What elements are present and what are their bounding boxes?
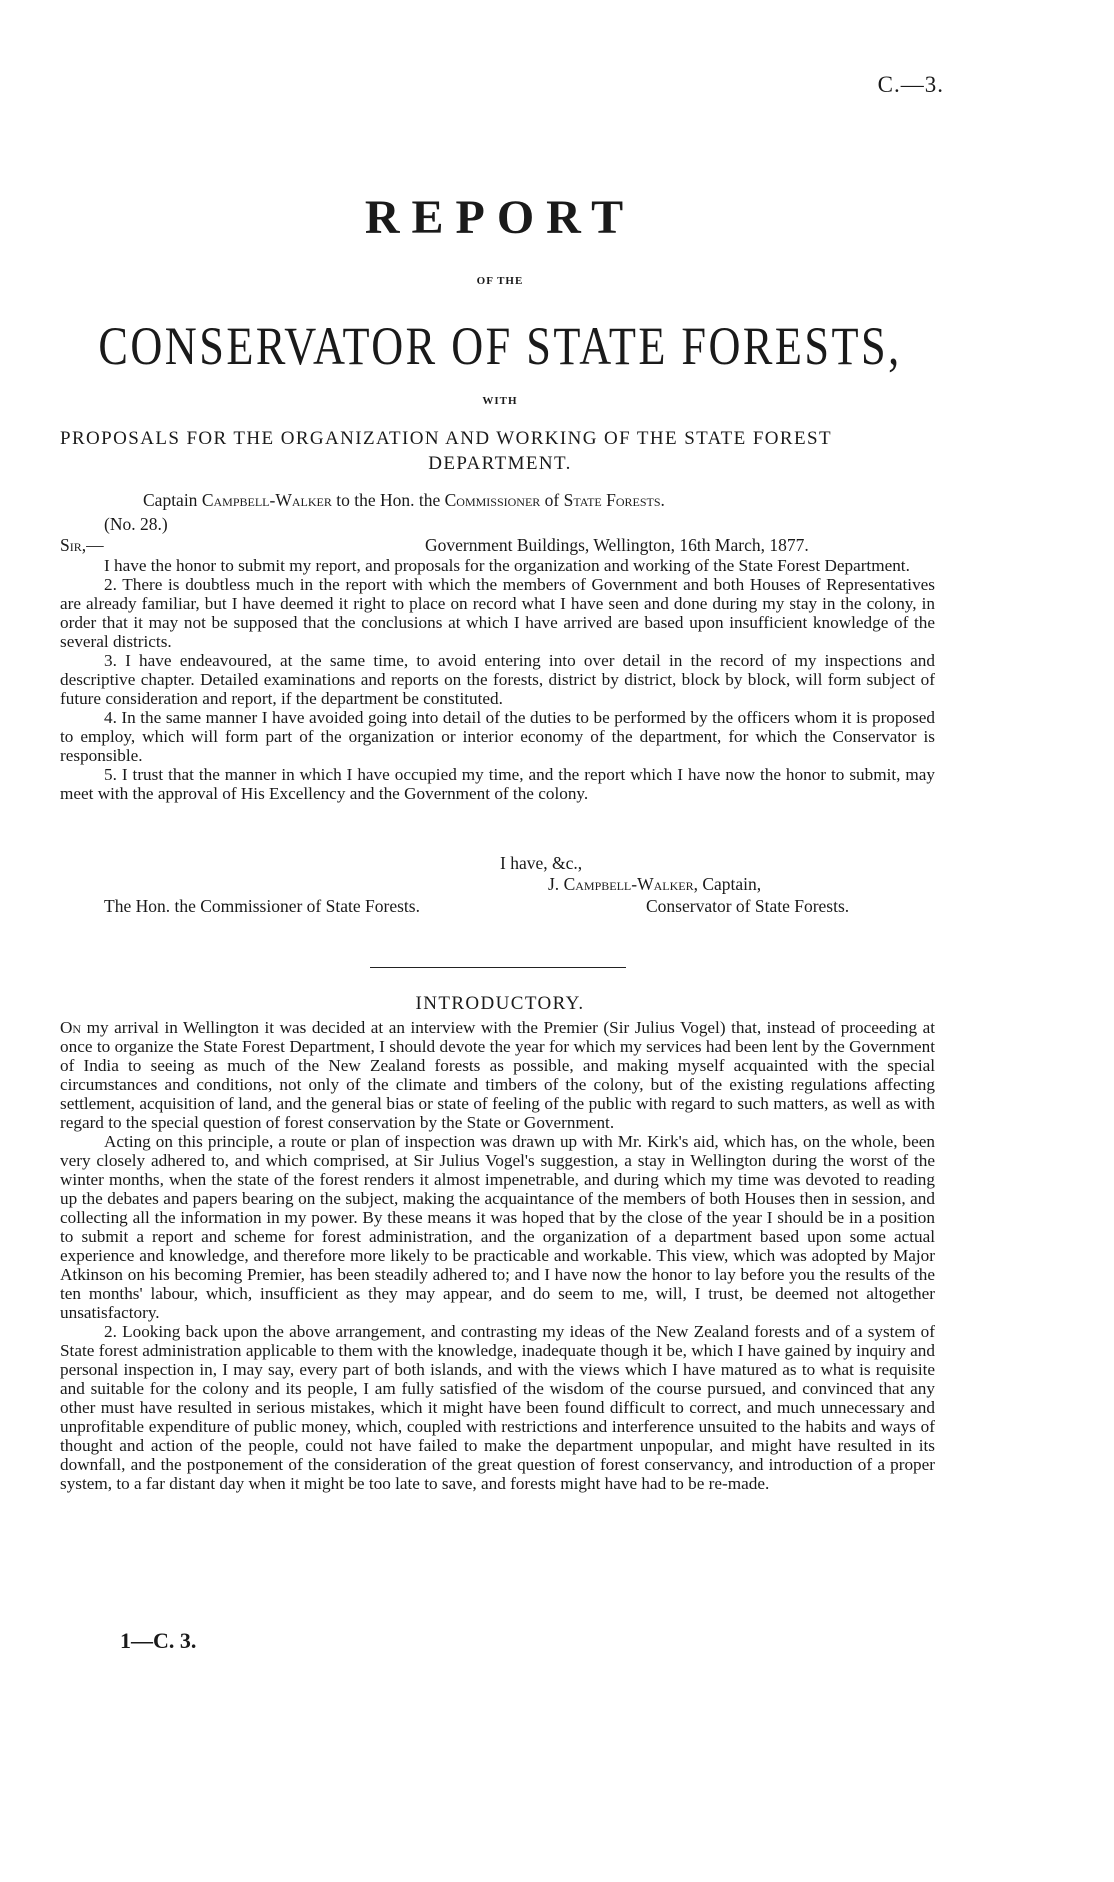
intro-paragraph: Acting on this principle, a route or plan of inspection was drawn up with Mr. Kirk's aid, which has, on the whole, been very closely adhered to, and which comprised, at Sir Julius Vogel's suggestion, a stay in Wellington during the worst of the winter months, when the state of the forest renders it almost impenetrable, and during which my time was devoted to reading up the debates and papers bearing on the subject, making the acquaintance of the members of both Houses then in session, and collecting all the information in my power. By these means it was hoped that by the close of the year I should be in a position to submit a report and scheme for forest administration, and the organization of a department based upon some actual experience and knowledge, and therefore more likely to be practicable and workable. This view, which was adopted by Major Atkinson on his becoming Premier, has been steadily adhered to; and I have now the honor to lay before you the results of the ten months' labour, which, insufficient as they may appear, and do seem to me, will, I trust, be deemed not altogether unsatisfactory. xyxy=(60,1132,935,1322)
signer-initial: J. xyxy=(548,874,564,894)
letter-dateline: Government Buildings, Wellington, 16th March, 1877. xyxy=(425,535,809,555)
letterhead-pre: Captain xyxy=(143,490,202,510)
conservator-title: CONSERVATOR OF STATE FORESTS, xyxy=(98,316,902,376)
signer-title: Conservator of State Forests. xyxy=(646,896,850,916)
letter-closing: I have, &c., xyxy=(500,853,583,873)
letter-paragraph: 3. I have endeavoured, at the same time, to avoid entering into over detail in the record of my inspections and descriptive chapter. Detailed examinations and reports on the forests, district by district, block by block, will form subject of future consideration and report, if the department be constituted. xyxy=(60,651,935,708)
letter-body xyxy=(60,556,935,803)
letterhead-end: . xyxy=(660,490,665,510)
intro-paragraph: 2. Looking back upon the above arrangement, and contrasting my ideas of the New Zealand forests and of a system of State forest administration applicable to them with the knowledge, inadequate though it be, which I have gained by inquiry and personal inspection in, I may say, every part of both islands, and with the views which I have matured as to what is requisite and suitable for the colony and its people, I am fully satisfied of the wisdom of the course pursued, and convinced that any other must have resulted in serious mistakes, which it might have been found difficult to correct, and much unnecessary and unprofitable expenditure of public money, which, coupled with restrictions and interference unsuited to the habits and ways of thought and action of the people, could not have failed to make the department unpopular, and might have resulted in its downfall, and the postponement of the consideration of the great question of forest conservancy, and introduction of a proper system, to a far distant day when it might be too late to save, and forests might have had to be re-made. xyxy=(60,1322,935,1493)
signer-rank: , Captain, xyxy=(693,874,762,894)
letterhead-mid: to the Hon. the xyxy=(331,490,445,510)
letter-paragraph: 2. There is doubtless much in the report with which the members of Government and both Houses of Representatives are already familiar, but I have deemed it right to place on record what I have seen and done during my stay in the colony, in order that it may not be supposed that the conclusions at which I have arrived are based upon insufficient knowledge of the several districts. xyxy=(60,575,935,651)
section-divider xyxy=(370,967,626,968)
letter-addressee: The Hon. the Commissioner of State Forests. xyxy=(104,896,420,916)
proposals-title-line1: PROPOSALS FOR THE ORGANIZATION AND WORKING OF THE STATE FOREST xyxy=(60,428,832,449)
letter-paragraph: I have the honor to submit my report, and proposals for the organization and working of the State Forest Department. xyxy=(104,556,910,575)
document-reference: C.—3. xyxy=(877,72,944,97)
letterhead-of: of xyxy=(540,490,564,510)
title-of-the: OF THE xyxy=(476,275,524,287)
intro-lead-rest: my arrival in Wellington it was decided at an interview with the Premier (Sir Julius Vogel) that, instead of proceeding at once to organize the State Forest Department, I should devote the year for which my services had been lent by the Government of India to seeing as much of the New Zealand forests as possible, and making myself acquainted with the special circumstances and conditions, not only of the climate and timbers of the colony, but of the existing regulations affecting settlement, acquisition of land, and the general bias or state of feeling of the public with regard to such matters, as well as with regard to the special question of forest conservation by the State or Government. xyxy=(60,1018,935,1132)
signer-name: Campbell-Walker xyxy=(563,874,694,894)
report-title: REPORT xyxy=(364,191,636,244)
letter-paragraph: 5. I trust that the manner in which I have occupied my time, and the report which I have now the honor to submit, may meet with the approval of His Excellency and the Government of the colony. xyxy=(60,765,935,803)
letter-heading xyxy=(143,490,665,511)
intro-paragraph xyxy=(60,1018,935,1132)
intro-lead-word: On xyxy=(60,1018,82,1037)
proposals-title-line2: DEPARTMENT. xyxy=(428,453,572,474)
letter-salutation: Sir,— xyxy=(60,535,104,555)
letter-number: (No. 28.) xyxy=(104,514,168,534)
sheet-signature: 1—C. 3. xyxy=(120,1628,197,1653)
introductory-body xyxy=(60,1018,935,1493)
letterhead-sender: Campbell-Walker xyxy=(201,490,332,510)
introductory-heading: INTRODUCTORY. xyxy=(415,993,585,1014)
letter-signer xyxy=(548,874,761,895)
letter-paragraph: 4. In the same manner I have avoided going into detail of the duties to be performed by the officers whom it is proposed to employ, which will form part of the organization or interior economy of the department, for which the Conservator is responsible. xyxy=(60,708,935,765)
letterhead-recipient-2: State Forests xyxy=(563,490,661,510)
title-with: WITH xyxy=(482,395,518,407)
letterhead-recipient-1: Commissioner xyxy=(444,490,541,510)
